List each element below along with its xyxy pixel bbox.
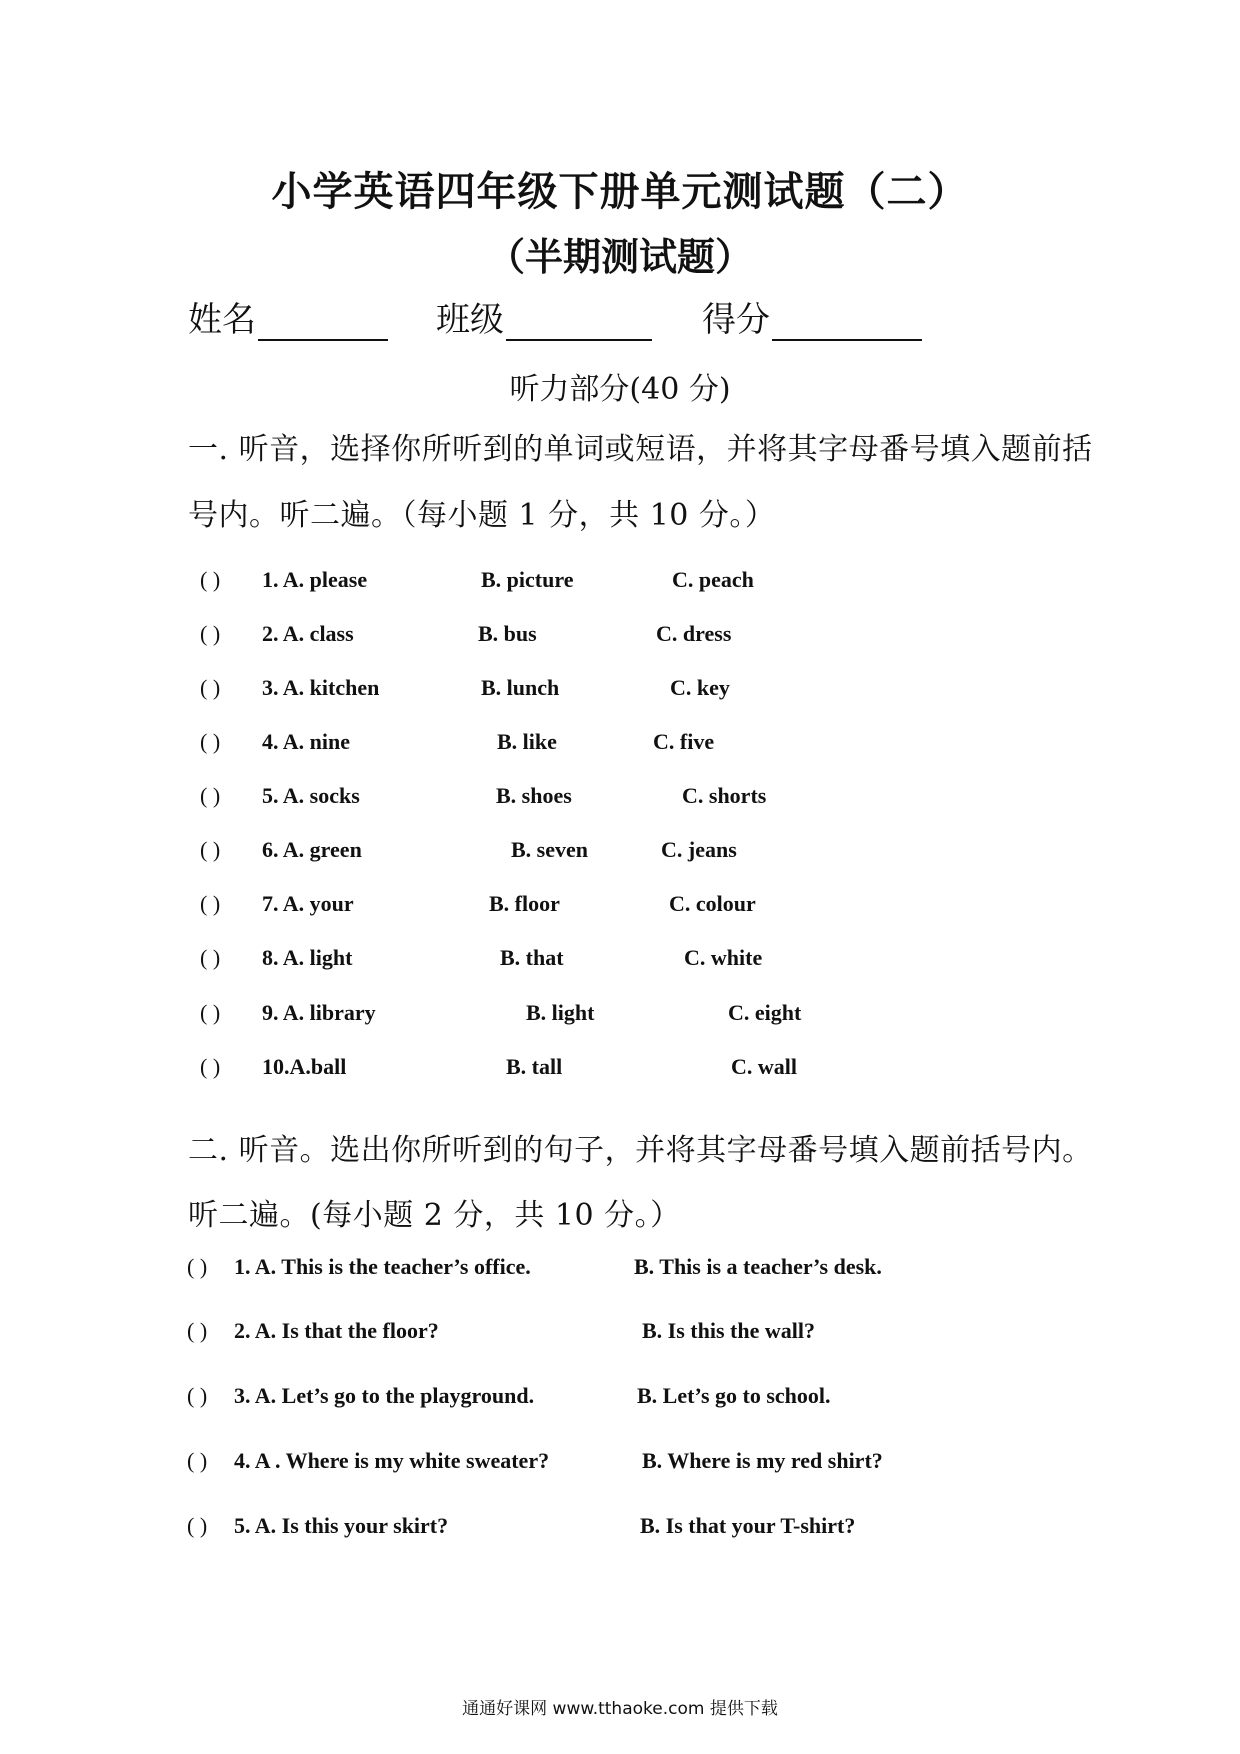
question-row (0, 567, 1240, 597)
answer-bracket[interactable]: ( ) (200, 729, 221, 754)
option-b: B. floor (489, 891, 560, 916)
option-a: 9. A. library (262, 1000, 376, 1025)
listening-header: 听力部分(40 分) (509, 372, 731, 407)
option-c: C. five (653, 729, 715, 754)
option-b: B. seven (511, 837, 588, 862)
section2-instruction-line1: 二. 听音。选出你所听到的句子，并将其字母番号填入题前括号内。 (188, 1133, 1093, 1168)
sentence-option-b: B. Is this the wall? (642, 1318, 815, 1343)
score-blank[interactable] (772, 309, 922, 341)
answer-bracket[interactable]: ( ) (187, 1448, 208, 1473)
score-field (702, 292, 922, 341)
section1-instruction-line1: 一. 听音，选择你所听到的单词或短语，并将其字母番号填入题前括 (188, 432, 1093, 467)
sentence-option-a: 4. A . Where is my white sweater? (234, 1448, 550, 1473)
option-a: 10.A.ball (262, 1054, 347, 1079)
option-c: C. colour (669, 891, 756, 916)
option-a: 2. A. class (262, 621, 354, 646)
option-a: 6. A. green (262, 837, 362, 862)
answer-bracket[interactable]: ( ) (200, 621, 221, 646)
question-row (0, 837, 1240, 867)
sentence-option-a: 3. A. Let’s go to the playground. (234, 1383, 535, 1408)
sentence-option-b: B. Is that your T-shirt? (640, 1513, 856, 1538)
sentence-option-b: B. Where is my red shirt? (642, 1448, 883, 1473)
option-b: B. that (500, 945, 564, 970)
answer-bracket[interactable]: ( ) (200, 837, 221, 862)
option-b: B. light (526, 1000, 595, 1025)
sentence-question-row (0, 1254, 1240, 1284)
name-label: 姓名 (188, 300, 256, 340)
sentence-option-a: 1. A. This is the teacher’s office. (234, 1254, 531, 1279)
class-field (436, 292, 652, 341)
option-a: 7. A. your (262, 891, 354, 916)
section1-instruction-line2: 号内。听二遍。（每小题 1 分，共 10 分。） (188, 498, 776, 533)
sentence-question-row (0, 1383, 1240, 1413)
option-b: B. tall (506, 1054, 563, 1079)
question-row (0, 891, 1240, 921)
answer-bracket[interactable]: ( ) (200, 1054, 221, 1079)
option-c: C. eight (728, 1000, 802, 1025)
answer-bracket[interactable]: ( ) (187, 1254, 208, 1279)
answer-bracket[interactable]: ( ) (200, 675, 221, 700)
class-blank[interactable] (506, 309, 652, 341)
sentence-option-a: 5. A. Is this your skirt? (234, 1513, 449, 1538)
section2-instruction-line2: 听二遍。(每小题 2 分，共 10 分。） (188, 1198, 681, 1233)
score-label: 得分 (702, 300, 770, 340)
option-a: 4. A. nine (262, 729, 351, 754)
answer-bracket[interactable]: ( ) (200, 945, 221, 970)
question-row (0, 621, 1240, 651)
answer-bracket[interactable]: ( ) (200, 567, 221, 592)
option-a: 8. A. light (262, 945, 353, 970)
sentence-option-b: B. This is a teacher’s desk. (634, 1254, 882, 1279)
option-c: C. jeans (661, 837, 737, 862)
sentence-option-a: 2. A. Is that the floor? (234, 1318, 439, 1343)
question-row (0, 729, 1240, 759)
option-c: C. wall (731, 1054, 797, 1079)
question-row (0, 783, 1240, 813)
option-a: 3. A. kitchen (262, 675, 380, 700)
question-row (0, 1000, 1240, 1030)
name-blank[interactable] (258, 309, 388, 341)
option-c: C. peach (672, 567, 754, 592)
option-b: B. bus (478, 621, 537, 646)
sentence-question-row (0, 1448, 1240, 1478)
answer-bracket[interactable]: ( ) (187, 1383, 208, 1408)
sentence-option-b: B. Let’s go to school. (637, 1383, 831, 1408)
option-b: B. lunch (481, 675, 560, 700)
option-c: C. dress (656, 621, 732, 646)
question-row (0, 675, 1240, 705)
answer-bracket[interactable]: ( ) (187, 1318, 208, 1343)
name-field (188, 292, 388, 341)
option-b: B. like (497, 729, 557, 754)
question-row (0, 1054, 1240, 1084)
class-label: 班级 (436, 300, 504, 340)
option-c: C. key (670, 675, 730, 700)
footer-credit: 通通好课网 www.tthaoke.com 提供下载 (462, 1699, 778, 1719)
sentence-question-row (0, 1318, 1240, 1348)
option-a: 1. A. please (262, 567, 368, 592)
option-c: C. shorts (682, 783, 767, 808)
option-c: C. white (684, 945, 763, 970)
answer-bracket[interactable]: ( ) (187, 1513, 208, 1538)
answer-bracket[interactable]: ( ) (200, 783, 221, 808)
option-b: B. picture (481, 567, 574, 592)
question-row (0, 945, 1240, 975)
answer-bracket[interactable]: ( ) (200, 1000, 221, 1025)
answer-bracket[interactable]: ( ) (200, 891, 221, 916)
sentence-question-row (0, 1513, 1240, 1543)
page-subtitle: （半期测试题） (486, 234, 753, 279)
option-b: B. shoes (496, 783, 572, 808)
option-a: 5. A. socks (262, 783, 360, 808)
page-title: 小学英语四年级下册单元测试题（二） (271, 168, 969, 215)
